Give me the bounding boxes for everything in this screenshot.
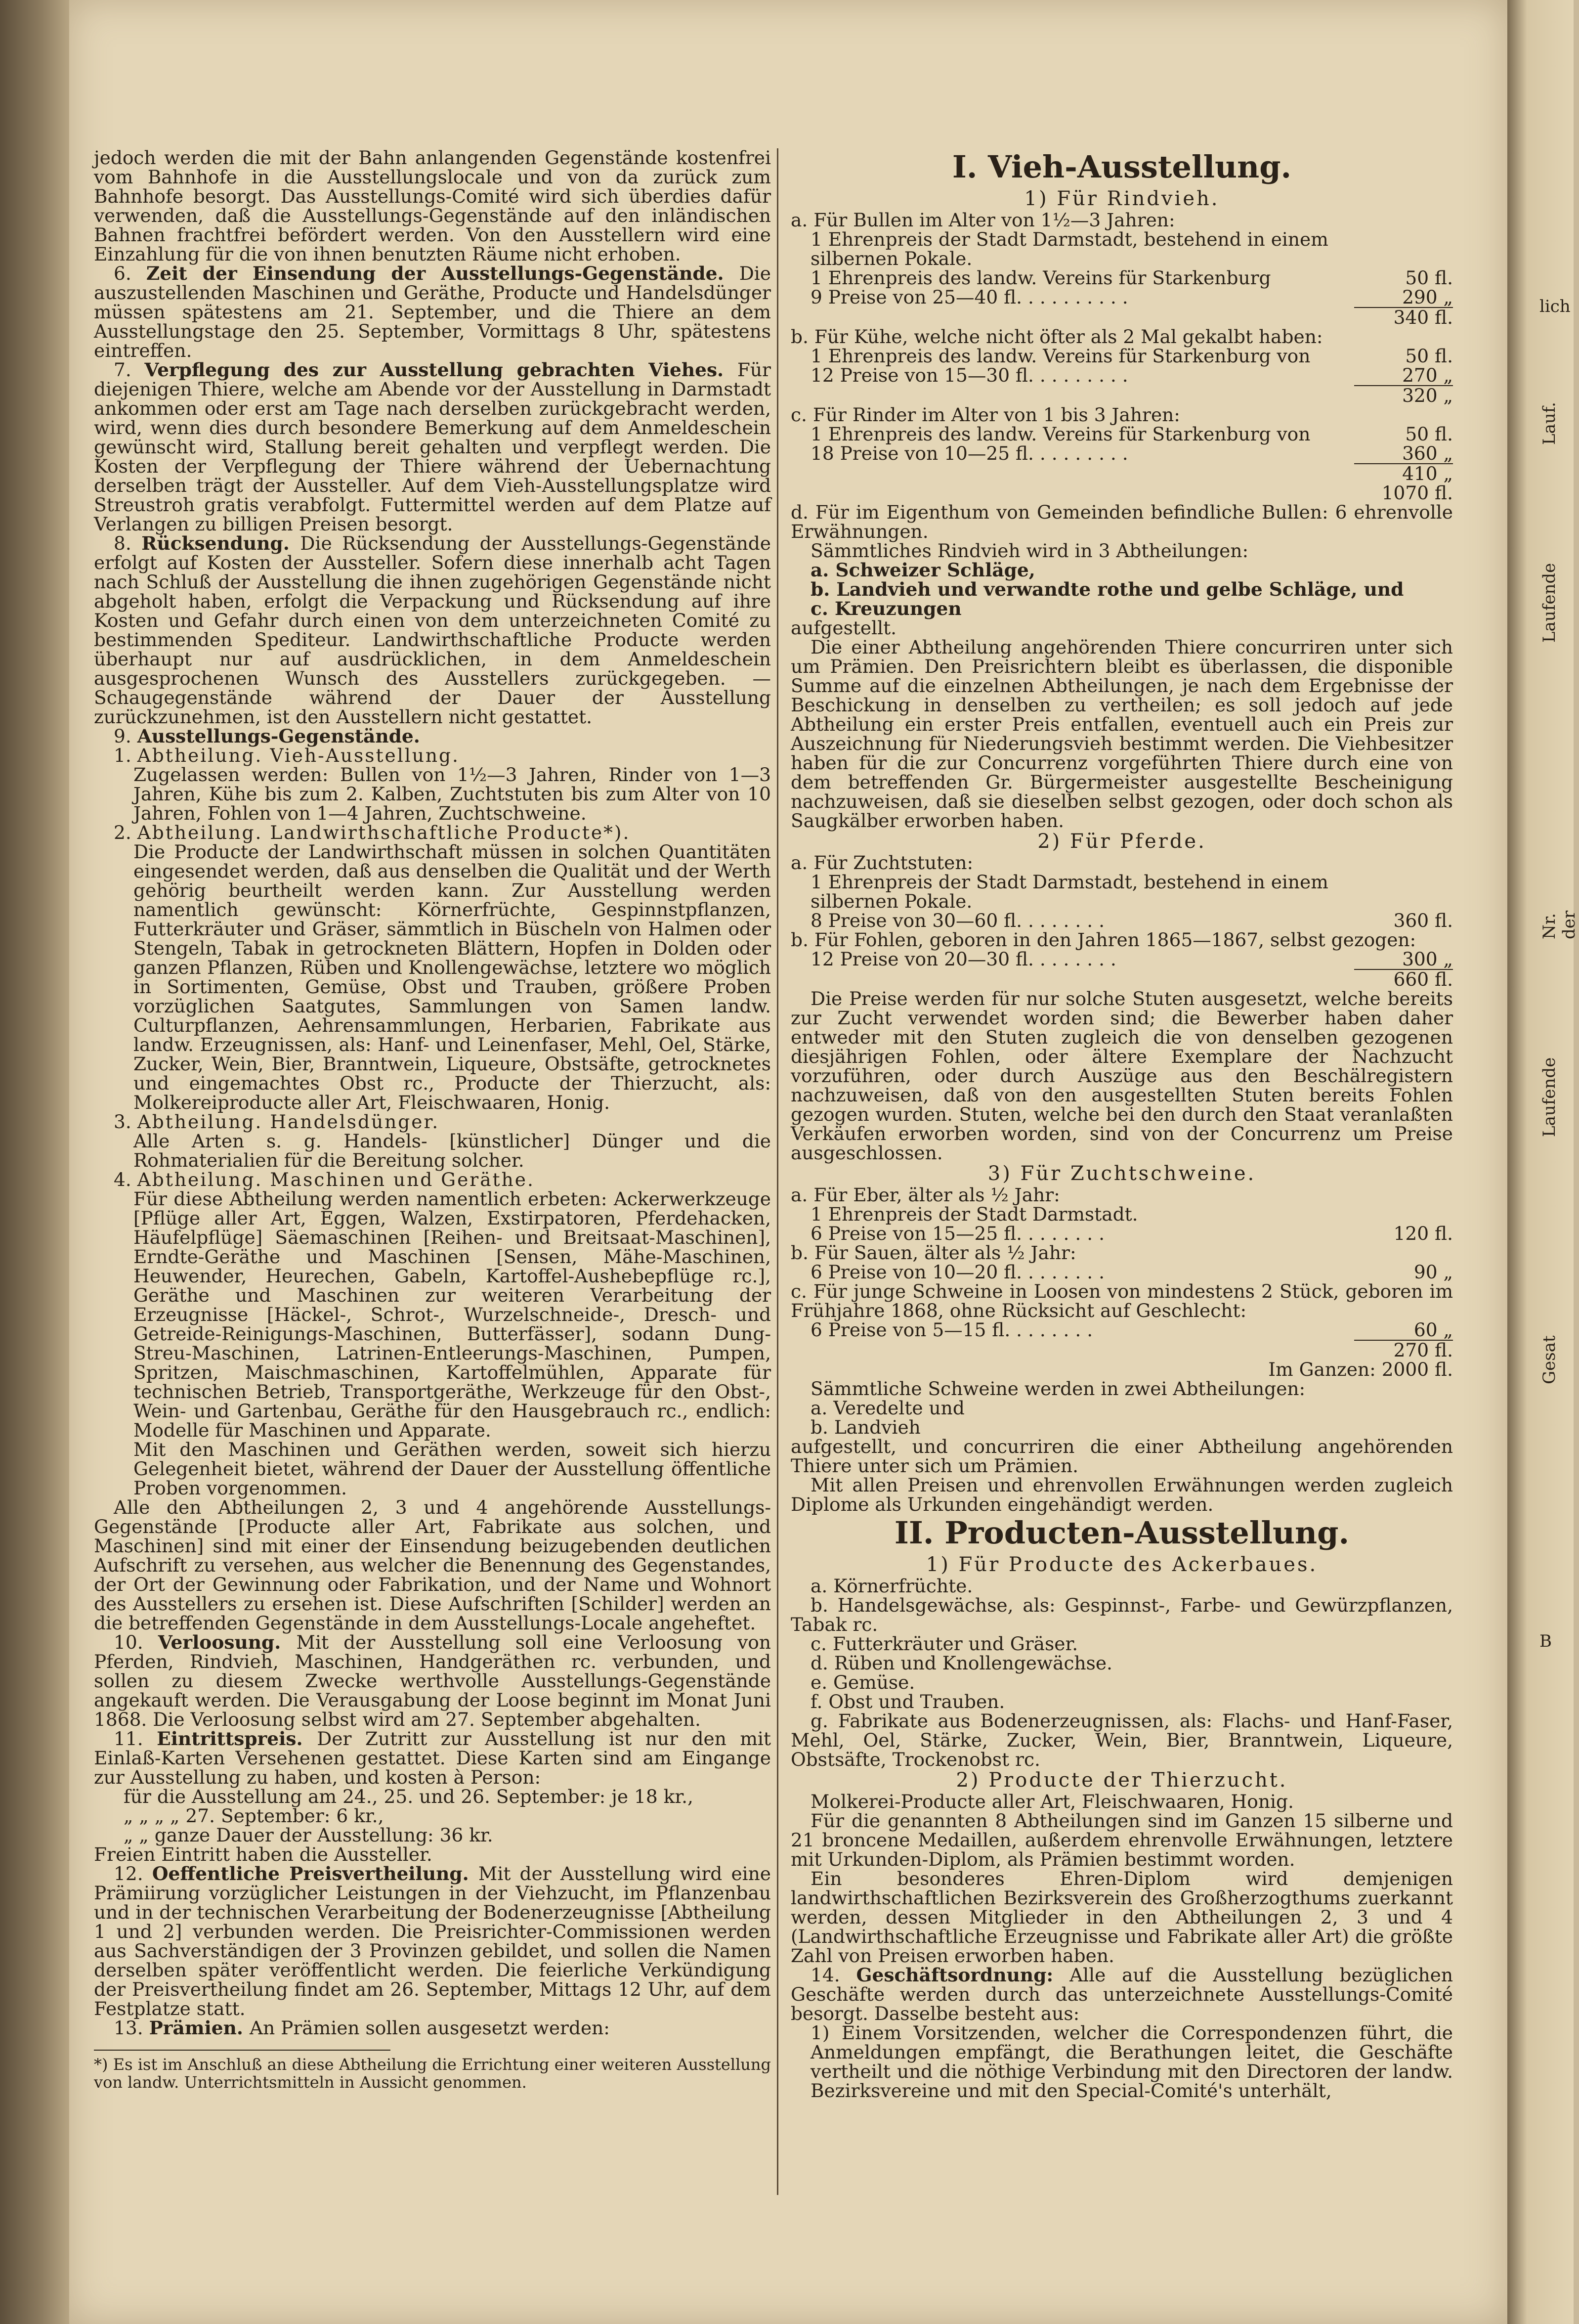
paragraph-number: 11. bbox=[114, 1728, 157, 1750]
division-heading: Abtheilung. Vieh-Ausstellung. bbox=[137, 745, 460, 766]
next-page-edge bbox=[1507, 0, 1574, 2324]
list-item: b. Landvieh und verwandte rothe und gelbe Schläge, und bbox=[811, 578, 1404, 600]
diplome-paragraph: Mit allen Preisen und ehrenvollen Erwähnungen werden zugleich Diplome als Urkunden eingehändigt werden. bbox=[791, 1474, 1453, 1515]
edge-fragment: Nr. der bbox=[1539, 910, 1579, 939]
subheading-ackerbau: 1) Für Producte des Ackerbaues. bbox=[926, 1553, 1318, 1576]
prize-amount bbox=[1354, 873, 1453, 911]
paragraph-text: Mit den Maschinen und Geräthen werden, soweit sich hierzu Gelegenheit bietet, während der Dauer der Ausstellung öffentliche Proben vorgenommen. bbox=[133, 1439, 771, 1499]
paragraph-heading: Eintrittspreis. bbox=[157, 1728, 317, 1750]
prize-row bbox=[791, 366, 1453, 386]
paragraph-number: 9. bbox=[114, 725, 137, 747]
subheading-thierzucht: 2) Producte der Thierzucht. bbox=[956, 1769, 1288, 1792]
prize-label: 6 Preise von 15—25 fl. . . . . . . . bbox=[811, 1223, 1105, 1244]
prize-row bbox=[791, 1263, 1453, 1282]
geschaeftsordnung-paragraph bbox=[791, 1966, 1453, 2023]
junge-schweine-heading: c. Für junge Schweine in Loosen von mindestens 2 Stück, geboren im Frühjahre 1868, ohne Rücksicht auf Geschlecht: bbox=[791, 1280, 1453, 1321]
edge-fragment: B bbox=[1539, 1631, 1552, 1651]
footnote: *) Es ist im Anschluß an diese Abtheilung die Errichtung einer weiteren Ausstellung von landw. Unterrichtsmitteln in Aussicht genommen. bbox=[94, 2055, 771, 2092]
paragraph-text: Mit der Ausstellung wird eine Prämiirung vorzüglicher Leistungen in der Viehzucht, im Pflanzenbau und in der technischen Verarbeitung der Bodenerzeugnisse [Abtheilung 1 und 2] verbunden werden. Die Preisrichter-Commissionen werden aus Sachverständigen der 3 Provinzen gebildet, und sollen die Namen derselben später veröffentlicht werden. Die feierliche Verkündigung der Preisvertheilung findet am 26. September, Mittags 12 Uhr, auf dem Festplatze statt. bbox=[94, 1863, 771, 2019]
prize-row bbox=[791, 230, 1453, 268]
rindvieh-paragraph: Die einer Abtheilung angehörenden Thiere concurriren unter sich um Prämien. Den Preisrichtern bleibt es überlassen, die disponible Summe auf die einzelnen Abtheilungen, je nach dem Ergebnisse der Beschickung in denselben zu vertheilen; es soll jedoch auf jede Abtheilung ein erster Preis entfallen, eventuell auch ein Preis zur Auszeichnung für Niederungsvieh bestimmt werden. Die Viehbesitzer haben für die zur Concurrenz vorgeführten Thiere durch eine von dem betreffenden Gr. Bürgermeister ausgestellte Bescheinigung nachzuweisen, daß sie dieselben selbst gezogen, oder doch schon als Saugkälber erworben haben. bbox=[791, 636, 1453, 832]
paragraph-number: 10. bbox=[114, 1631, 158, 1653]
paragraph-heading: Verpflegung des zur Ausstellung gebrachten Viehes. bbox=[144, 359, 737, 381]
list-item: c. Kreuzungen bbox=[811, 598, 962, 619]
prize-amount: 50 fl. bbox=[1405, 345, 1453, 367]
section-title-producten: II. Producten-Ausstellung. bbox=[894, 1515, 1350, 1551]
paragraph-number: 13. bbox=[114, 2017, 149, 2039]
schweine-groups-after: aufgestellt, und concurriren die einer Abtheilung angehörenden Thiere unter sich um Prämien. bbox=[791, 1436, 1453, 1477]
prize-label: 12 Preise von 20—30 fl. . . . . . . . bbox=[811, 948, 1116, 970]
paragraph-heading: Prämien. bbox=[149, 2017, 250, 2039]
edge-fragment: lich bbox=[1539, 297, 1571, 316]
prize-amount: 290 „ bbox=[1354, 288, 1453, 308]
right-column bbox=[791, 148, 1453, 2314]
prize-label: 6 Preise von 5—15 fl. . . . . . . . bbox=[811, 1319, 1093, 1341]
paragraph-heading: Rücksendung. bbox=[141, 532, 300, 554]
subheading-zuchtschweine: 3) Für Zuchtschweine. bbox=[987, 1162, 1256, 1185]
prize-row bbox=[791, 288, 1453, 308]
prize-row bbox=[791, 1224, 1453, 1243]
paragraph-text: Freien Eintritt haben die Aussteller. bbox=[94, 1843, 432, 1865]
eber-prize-list bbox=[791, 1205, 1453, 1243]
list-item: b. Handelsgewächse, als: Gespinnst-, Farbe- und Gewürzpflanzen, Tabak rc. bbox=[791, 1594, 1453, 1635]
division-heading: Abtheilung. Handelsdünger. bbox=[137, 1111, 440, 1133]
paragraph bbox=[94, 1440, 771, 1498]
paragraph bbox=[94, 534, 771, 727]
prize-row bbox=[791, 1320, 1453, 1341]
rinder-prize-list bbox=[791, 425, 1453, 464]
prize-row bbox=[791, 873, 1453, 911]
rinder-heading: c. Für Rinder im Alter von 1 bis 3 Jahren: bbox=[791, 404, 1180, 426]
rindvieh-groups bbox=[791, 561, 1453, 618]
paragraph-number: 2. bbox=[114, 822, 137, 843]
paragraph-text: Die Producte der Landwirthschaft müssen in solchen Quantitäten eingesendet werden, daß aus denselben die Qualität und der Werth gehörig beurtheilt werden kann. Zur Ausstellung werden namentlich gewünscht: Körnerfrüchte, Gespinnstpflanzen, Futterkräuter und Gräser, sämmtlich in Büscheln von Halmen oder Stengeln, Tabak in getrockneten Blättern, Hopfen in Dolden oder ganzen Pflanzen, Rüben und Knollengewächse, letztere wo möglich in Sortimenten, Gemüse, Obst und Trauben, größere Proben vorzüglichen Saatgutes, Sammlungen von Samen landw. Culturpflanzen, Aehrensammlungen, Herbarien, Fabrikate aus landw. Erzeugnissen, als: Hanf- und Leinenfaser, Mehl, Oel, Stärke, Zucker, Wein, Bier, Branntwein, Liqueure, Obstsäfte, getrocknetes und eingemachtes Obst rc., Producte der Thierzucht, als: Molkereiproducte aller Art, Fleischwaaren, Honig. bbox=[133, 841, 771, 1113]
prize-row bbox=[791, 347, 1453, 366]
paragraph bbox=[94, 2018, 771, 2038]
paragraph-number: 7. bbox=[114, 359, 145, 381]
paragraph bbox=[94, 842, 771, 1112]
prize-label: 6 Preise von 10—20 fl. . . . . . . . bbox=[811, 1261, 1105, 1283]
prize-amount: 60 „ bbox=[1354, 1320, 1453, 1341]
paragraph-text: Für diese Abtheilung werden namentlich erbeten: Ackerwerkzeuge [Pflüge aller Art, Eggen, Walzen, Exstirpatoren, Pferdehacken, Häufelpflüge] Säemaschinen [Reihen- und Breitsaat-Maschinen], Erndte-Geräthe und Maschinen [Sensen, Mähe-Maschinen, Heuwender, Heurechen, Gabeln, Kartoffel-Aushebepflüge rc.], Geräthe und Maschinen zur weiteren Verarbeitung der Erzeugnisse [Häckel-, Schrot-, Wurzelschneide-, Dresch- und Getreide-Reinigungs-Maschinen, Butterfässer], sodann Dung-Streu-Maschinen, Latrinen-Entleerungs-Maschinen, Pumpen, Spritzen, Maischmaschinen, Kartoffelmühlen, Apparate für technischen Betrieb, Transportgeräthe, Werkzeuge für den Obst-, Wein- und Gartenbau, Geräthe für den Hausgebrauch rc., endlich: Modelle für Maschinen und Apparate. bbox=[133, 1188, 771, 1441]
paragraph bbox=[94, 1498, 771, 1633]
bullen-total: 340 fl. bbox=[1393, 307, 1453, 328]
paragraph bbox=[94, 727, 771, 746]
paragraph-text: Zugelassen werden: Bullen von 1½—3 Jahren, Rinder von 1—3 Jahren, Kühe bis zum 2. Kalben, Zuchtstuten bis zum Alter von 10 Jahren, Fohlen von 1—4 Jahren, Zuchtschweine. bbox=[133, 764, 771, 824]
prize-label: 18 Preise von 10—25 fl. . . . . . . . . bbox=[811, 442, 1128, 464]
prize-amount: 300 „ bbox=[1354, 950, 1453, 970]
edge-fragment: Laufende bbox=[1539, 563, 1559, 643]
list-item: a. Körnerfrüchte. bbox=[811, 1575, 973, 1597]
ackerbau-list bbox=[791, 1577, 1453, 1769]
paragraph bbox=[94, 765, 771, 823]
paragraph-text: An Prämien sollen ausgesetzt werden: bbox=[249, 2017, 610, 2039]
paragraph bbox=[94, 148, 771, 264]
paragraph bbox=[94, 1189, 771, 1440]
fohlen-prize-list bbox=[791, 950, 1453, 970]
list-item: a. Veredelte und bbox=[811, 1397, 965, 1419]
pferde-total: 660 fl. bbox=[1393, 968, 1453, 990]
kuehe-total: 320 „ bbox=[1402, 385, 1453, 406]
im-ganzen-total: 2000 fl. bbox=[1381, 1359, 1453, 1380]
paragraph-text: Alle Arten s. g. Handels- [künstlicher] Dünger und die Rohmaterialien für die Bereitung solcher. bbox=[133, 1130, 771, 1171]
paragraph bbox=[94, 746, 771, 765]
prize-label: 1 Ehrenpreis der Stadt Darmstadt. bbox=[811, 1203, 1138, 1225]
im-ganzen-label: Im Ganzen: bbox=[1268, 1359, 1376, 1380]
prize-label: 9 Preise von 25—40 fl. . . . . . . . . . bbox=[811, 286, 1128, 308]
left-column bbox=[94, 148, 771, 2314]
prize-row bbox=[791, 1205, 1453, 1224]
kuehe-heading: b. Für Kühe, welche nicht öfter als 2 Mal gekalbt haben: bbox=[791, 326, 1323, 348]
medaillen-paragraph: Für die genannten 8 Abtheilungen sind im Ganzen 15 silberne und 21 broncene Medaillen, außerdem ehrenvolle Erwähnungen, letztere mit Urkunden-Diplom, als Prämien bestimmt worden. bbox=[791, 1810, 1453, 1870]
prize-amount bbox=[1354, 230, 1453, 268]
list-item: f. Obst und Trauben. bbox=[811, 1691, 1005, 1712]
paragraph-heading: Zeit der Einsendung der Ausstellungs-Gegenstände. bbox=[146, 263, 739, 284]
paragraph-text: Die Rücksendung der Ausstellungs-Gegenstände erfolgt auf Kosten der Aussteller. Sofern diese innerhalb acht Tagen nach Schluß der Ausstellung die ihnen zugehörigen Gegenstände nicht abgeholt haben, erfolgt die Verpackung und Rücksendung auf ihre Kosten und Gefahr durch einen von dem unterzeichneten Comité zu bestimmenden Spediteur. Landwirthschaftliche Producte werden überhaupt nur auf ausdrücklichen, in dem Anmeldeschein ausgesprochenen Wunsch des Ausstellers zurückgegeben. — Schaugegenstände während der Dauer der Ausstellung zurückzunehmen, ist den Ausstellern nicht gestattet. bbox=[94, 532, 771, 728]
geschaeftsordnung-text: Alle auf die Ausstellung bezüglichen Geschäfte werden durch das unterzeichnete Ausstellungs-Comité besorgt. Dasselbe besteht aus: bbox=[791, 1964, 1453, 2024]
geschaeftsordnung-heading: Geschäftsordnung: bbox=[856, 1964, 1054, 1986]
junge-schweine-prize-list bbox=[791, 1320, 1453, 1341]
paragraph-heading: Oeffentliche Preisvertheilung. bbox=[152, 1863, 478, 1885]
list-item: c. Futterkräuter und Gräser. bbox=[811, 1633, 1078, 1655]
prize-row bbox=[791, 268, 1453, 288]
fohlen-heading: b. Für Fohlen, geboren in den Jahren 1865—1867, selbst gezogen: bbox=[791, 929, 1416, 951]
sauen-prize-list bbox=[791, 1263, 1453, 1282]
paragraph-text: Der Zutritt zur Ausstellung ist nur den mit Einlaß-Karten Versehenen gestattet. Diese Karten sind am Eingange zur Ausstellung zu haben, und kosten à Person: bbox=[94, 1728, 771, 1788]
division-heading: Abtheilung. Landwirthschaftliche Producte*). bbox=[137, 822, 631, 843]
paragraph bbox=[94, 1845, 771, 1864]
paragraph-number: 6. bbox=[114, 263, 146, 284]
paragraph-text: Die auszustellenden Maschinen und Geräthe, Producte und Handelsdünger müssen spätestens am 21. September, und die Thiere an dem Ausstellungstage den 25. September, Vormittags 8 Uhr, spätestens eintreffen. bbox=[94, 263, 771, 361]
paragraph-heading: Ausstellungs-Gegenstände. bbox=[137, 725, 420, 747]
prize-row bbox=[791, 911, 1453, 930]
schweine-total: 270 fl. bbox=[1393, 1339, 1453, 1361]
paragraph-text: für die Ausstellung am 24., 25. und 26. September: je 18 kr., bbox=[124, 1786, 693, 1807]
edge-fragment: Laufende bbox=[1539, 1057, 1559, 1137]
binding-shadow bbox=[0, 0, 69, 2324]
subheading-rindvieh: 1) Für Rindvieh. bbox=[1024, 187, 1220, 210]
paragraph bbox=[94, 360, 771, 534]
prize-label: 1 Ehrenpreis des landw. Vereins für Starkenburg bbox=[811, 267, 1271, 289]
rindvieh-groups-after: aufgestellt. bbox=[791, 617, 897, 639]
paragraph bbox=[94, 823, 771, 842]
paragraph-number: 1. bbox=[114, 745, 137, 766]
vorsitzender-item: 1) Einem Vorsitzenden, welcher die Correspondenzen führt, die Anmeldungen empfängt, die Berathungen leitet, die Geschäfte vertheilt und die nöthige Verbindung mit den Directoren der landw. Bezirksvereine und mit den Special-Comité's unterhält, bbox=[811, 2022, 1453, 2102]
paragraph bbox=[94, 1170, 771, 1189]
list-item: e. Gemüse. bbox=[811, 1671, 915, 1693]
rindvieh-groups-intro: Sämmtliches Rindvieh wird in 3 Abtheilungen: bbox=[811, 540, 1249, 562]
paragraph-text: Für diejenigen Thiere, welche am Abende vor der Ausstellung in Darmstadt ankommen oder erst am Tage nach derselben zurückgebracht werden, wird, wenn dies durch besondere Bemerkung auf dem Anmeldeschein gewünscht wird, Stallung bereit gehalten und verpflegt werden. Die Kosten der Verpflegung der Thiere während der Uebernachtung derselben trägt der Aussteller. Auf dem Vieh-Ausstellungsplatze wird Streustroh gratis verabfolgt. Futtermittel werden auf dem Platze auf Verlangen zu billigen Preisen besorgt. bbox=[94, 359, 771, 535]
section-title-vieh: I. Vieh-Ausstellung. bbox=[952, 149, 1292, 185]
rinder-total: 410 „ bbox=[1402, 463, 1453, 484]
list-item: g. Fabrikate aus Bodenerzeugnissen, als: Flachs- und Hanf-Faser, Mehl, Oel, Stärke, Zucker, Wein, Bier, Branntwein, Liqueure, Obstsäfte, Trockenobst rc. bbox=[791, 1710, 1453, 1770]
prize-label: 8 Preise von 30—60 fl. . . . . . . . bbox=[811, 910, 1105, 931]
paragraph bbox=[94, 1864, 771, 2018]
edge-fragment: Gesat bbox=[1539, 1335, 1559, 1384]
prize-amount bbox=[1354, 1205, 1453, 1224]
paragraph-number: 3. bbox=[114, 1111, 137, 1133]
paragraph-text: Mit der Ausstellung soll eine Verloosung von Pferden, Rindvieh, Maschinen, Handgeräthen rc. verbunden, und sollen zu diesem Zwecke werthvolle Ausstellungs-Gegenstände angekauft werden. Die Verausgabung der Loose beginnt im Monat Juni 1868. Die Verloosung selbst wird am 27. September abgehalten. bbox=[94, 1631, 771, 1730]
paragraph bbox=[94, 1787, 771, 1806]
prize-row bbox=[791, 444, 1453, 464]
column-divider bbox=[777, 148, 778, 2195]
prize-amount: 360 „ bbox=[1354, 444, 1453, 464]
division-heading: Abtheilung. Maschinen und Geräthe. bbox=[137, 1169, 535, 1190]
paragraph bbox=[94, 1132, 771, 1170]
prize-label: 1 Ehrenpreis des landw. Vereins für Starkenburg von bbox=[811, 345, 1311, 367]
prize-label: 1 Ehrenpreis der Stadt Darmstadt, bestehend in einem silbernen Pokale. bbox=[811, 228, 1328, 269]
sauen-heading: b. Für Sauen, älter als ½ Jahr: bbox=[791, 1242, 1076, 1264]
zuchtstuten-heading: a. Für Zuchtstuten: bbox=[791, 852, 974, 874]
prize-amount: 50 fl. bbox=[1405, 423, 1453, 445]
kuehe-prize-list bbox=[791, 347, 1453, 386]
list-item: d. Rüben und Knollengewächse. bbox=[811, 1652, 1112, 1674]
paragraph bbox=[94, 1826, 771, 1845]
prize-label: 1 Ehrenpreis des landw. Vereins für Starkenburg von bbox=[811, 423, 1311, 445]
prize-amount: 90 „ bbox=[1413, 1261, 1453, 1283]
paragraph bbox=[94, 1112, 771, 1132]
paragraph-number: 4. bbox=[114, 1169, 137, 1190]
gemeinde-bullen: d. Für im Eigenthum von Gemeinden befindliche Bullen: 6 ehrenvolle Erwähnungen. bbox=[791, 501, 1453, 542]
paragraph bbox=[94, 1806, 771, 1826]
pferde-paragraph: Die Preise werden für nur solche Stuten ausgesetzt, welche bereits zur Zucht verwendet worden sind; die Bewerber haben daher entweder mit den Stuten zugleich die von denselben gezogenen diesjährigen Fohlen, oder ältere Exemplare der Nachzucht vorzuführen, oder durch Auszüge aus den Beschälregistern nachzuweisen, daß von den ausgestellten Stuten bereits Fohlen gezogen wurden. Stuten, welche bei den durch den Staat veranlaßten Verkäufen erworben worden, sind von der Concurrenz um Preise ausgeschlossen. bbox=[791, 988, 1453, 1164]
paragraph bbox=[94, 1633, 771, 1729]
schweine-groups bbox=[791, 1399, 1453, 1437]
geschaeftsordnung-number: 14. bbox=[811, 1964, 840, 1986]
paragraph-number: 12. bbox=[114, 1863, 152, 1885]
ehren-diplom-paragraph: Ein besonderes Ehren-Diplom wird demjenigen landwirthschaftlichen Bezirksverein des Großherzogthums zuerkannt werden, dessen Mitglieder in den Abtheilungen 2, 3 und 4 (Landwirthschaftliche Erzeugnisse und Fabrikate aller Art) die größte Zahl von Preisen erworben haben. bbox=[791, 1868, 1453, 1967]
bullen-heading: a. Für Bullen im Alter von 1½—3 Jahren: bbox=[791, 209, 1175, 231]
eber-heading: a. Für Eber, älter als ½ Jahr: bbox=[791, 1184, 1060, 1206]
rindvieh-grand-total: 1070 fl. bbox=[1381, 482, 1453, 504]
prize-amount: 120 fl. bbox=[1393, 1223, 1453, 1244]
subheading-pferde: 2) Für Pferde. bbox=[1037, 830, 1206, 853]
prize-amount: 270 „ bbox=[1354, 366, 1453, 386]
im-ganzen-line bbox=[791, 1360, 1453, 1379]
list-item: b. Landvieh bbox=[811, 1416, 921, 1438]
prize-label: 1 Ehrenpreis der Stadt Darmstadt, bestehend in einem silbernen Pokale. bbox=[811, 871, 1328, 912]
paragraph-text: „ „ „ „ 27. September: 6 kr., bbox=[124, 1805, 384, 1827]
prize-row bbox=[791, 425, 1453, 444]
prize-label: 12 Preise von 15—30 fl. . . . . . . . . bbox=[811, 364, 1128, 386]
paragraph-number: 8. bbox=[114, 532, 142, 554]
paragraph-text: jedoch werden die mit der Bahn anlangenden Gegenstände kostenfrei vom Bahnhofe in die Ausstellungslocale und von da zurück zum Bahnhofe besorgt. Das Ausstellungs-Comité wird sich überdies dafür verwenden, daß die Ausstellungs-Gegenstände auf den inländischen Bahnen frachtfrei befördert werden. Von den Ausstellern wird eine Einzahlung für die von ihnen benutzten Räume nicht erhoben. bbox=[94, 147, 771, 265]
paragraph-text: „ „ ganze Dauer der Ausstellung: 36 kr. bbox=[124, 1824, 493, 1846]
bullen-prize-list bbox=[791, 230, 1453, 308]
paragraph bbox=[94, 264, 771, 360]
edge-fragment: Lauf. bbox=[1539, 402, 1559, 445]
prize-row bbox=[791, 950, 1453, 970]
prize-amount: 50 fl. bbox=[1405, 267, 1453, 289]
prize-amount: 360 fl. bbox=[1393, 910, 1453, 931]
paragraph-text: Alle den Abtheilungen 2, 3 und 4 angehörende Ausstellungs-Gegenstände [Producte aller Art, Fabrikate aus solchen, und Maschinen] sind mit einer der Einsendung beizugebenden deutlichen Aufschrift zu versehen, aus welcher die Benennung des Gegenstandes, der Ort der Gewinnung oder Fabrikation, und der Name und Wohnort des Ausstellers zu ersehen ist. Diese Aufschriften [Schilder] werden an die betreffenden Gegenstände in dem Ausstellungs-Locale angeheftet. bbox=[94, 1496, 771, 1634]
paragraph-heading: Verloosung. bbox=[158, 1631, 297, 1653]
schweine-groups-intro: Sämmtliche Schweine werden in zwei Abtheilungen: bbox=[811, 1378, 1306, 1400]
paragraph bbox=[94, 1729, 771, 1787]
zuchtstuten-prize-list bbox=[791, 873, 1453, 930]
thierzucht-line: Molkerei-Producte aller Art, Fleischwaaren, Honig. bbox=[811, 1791, 1294, 1812]
list-item: a. Schweizer Schläge, bbox=[811, 559, 1035, 581]
